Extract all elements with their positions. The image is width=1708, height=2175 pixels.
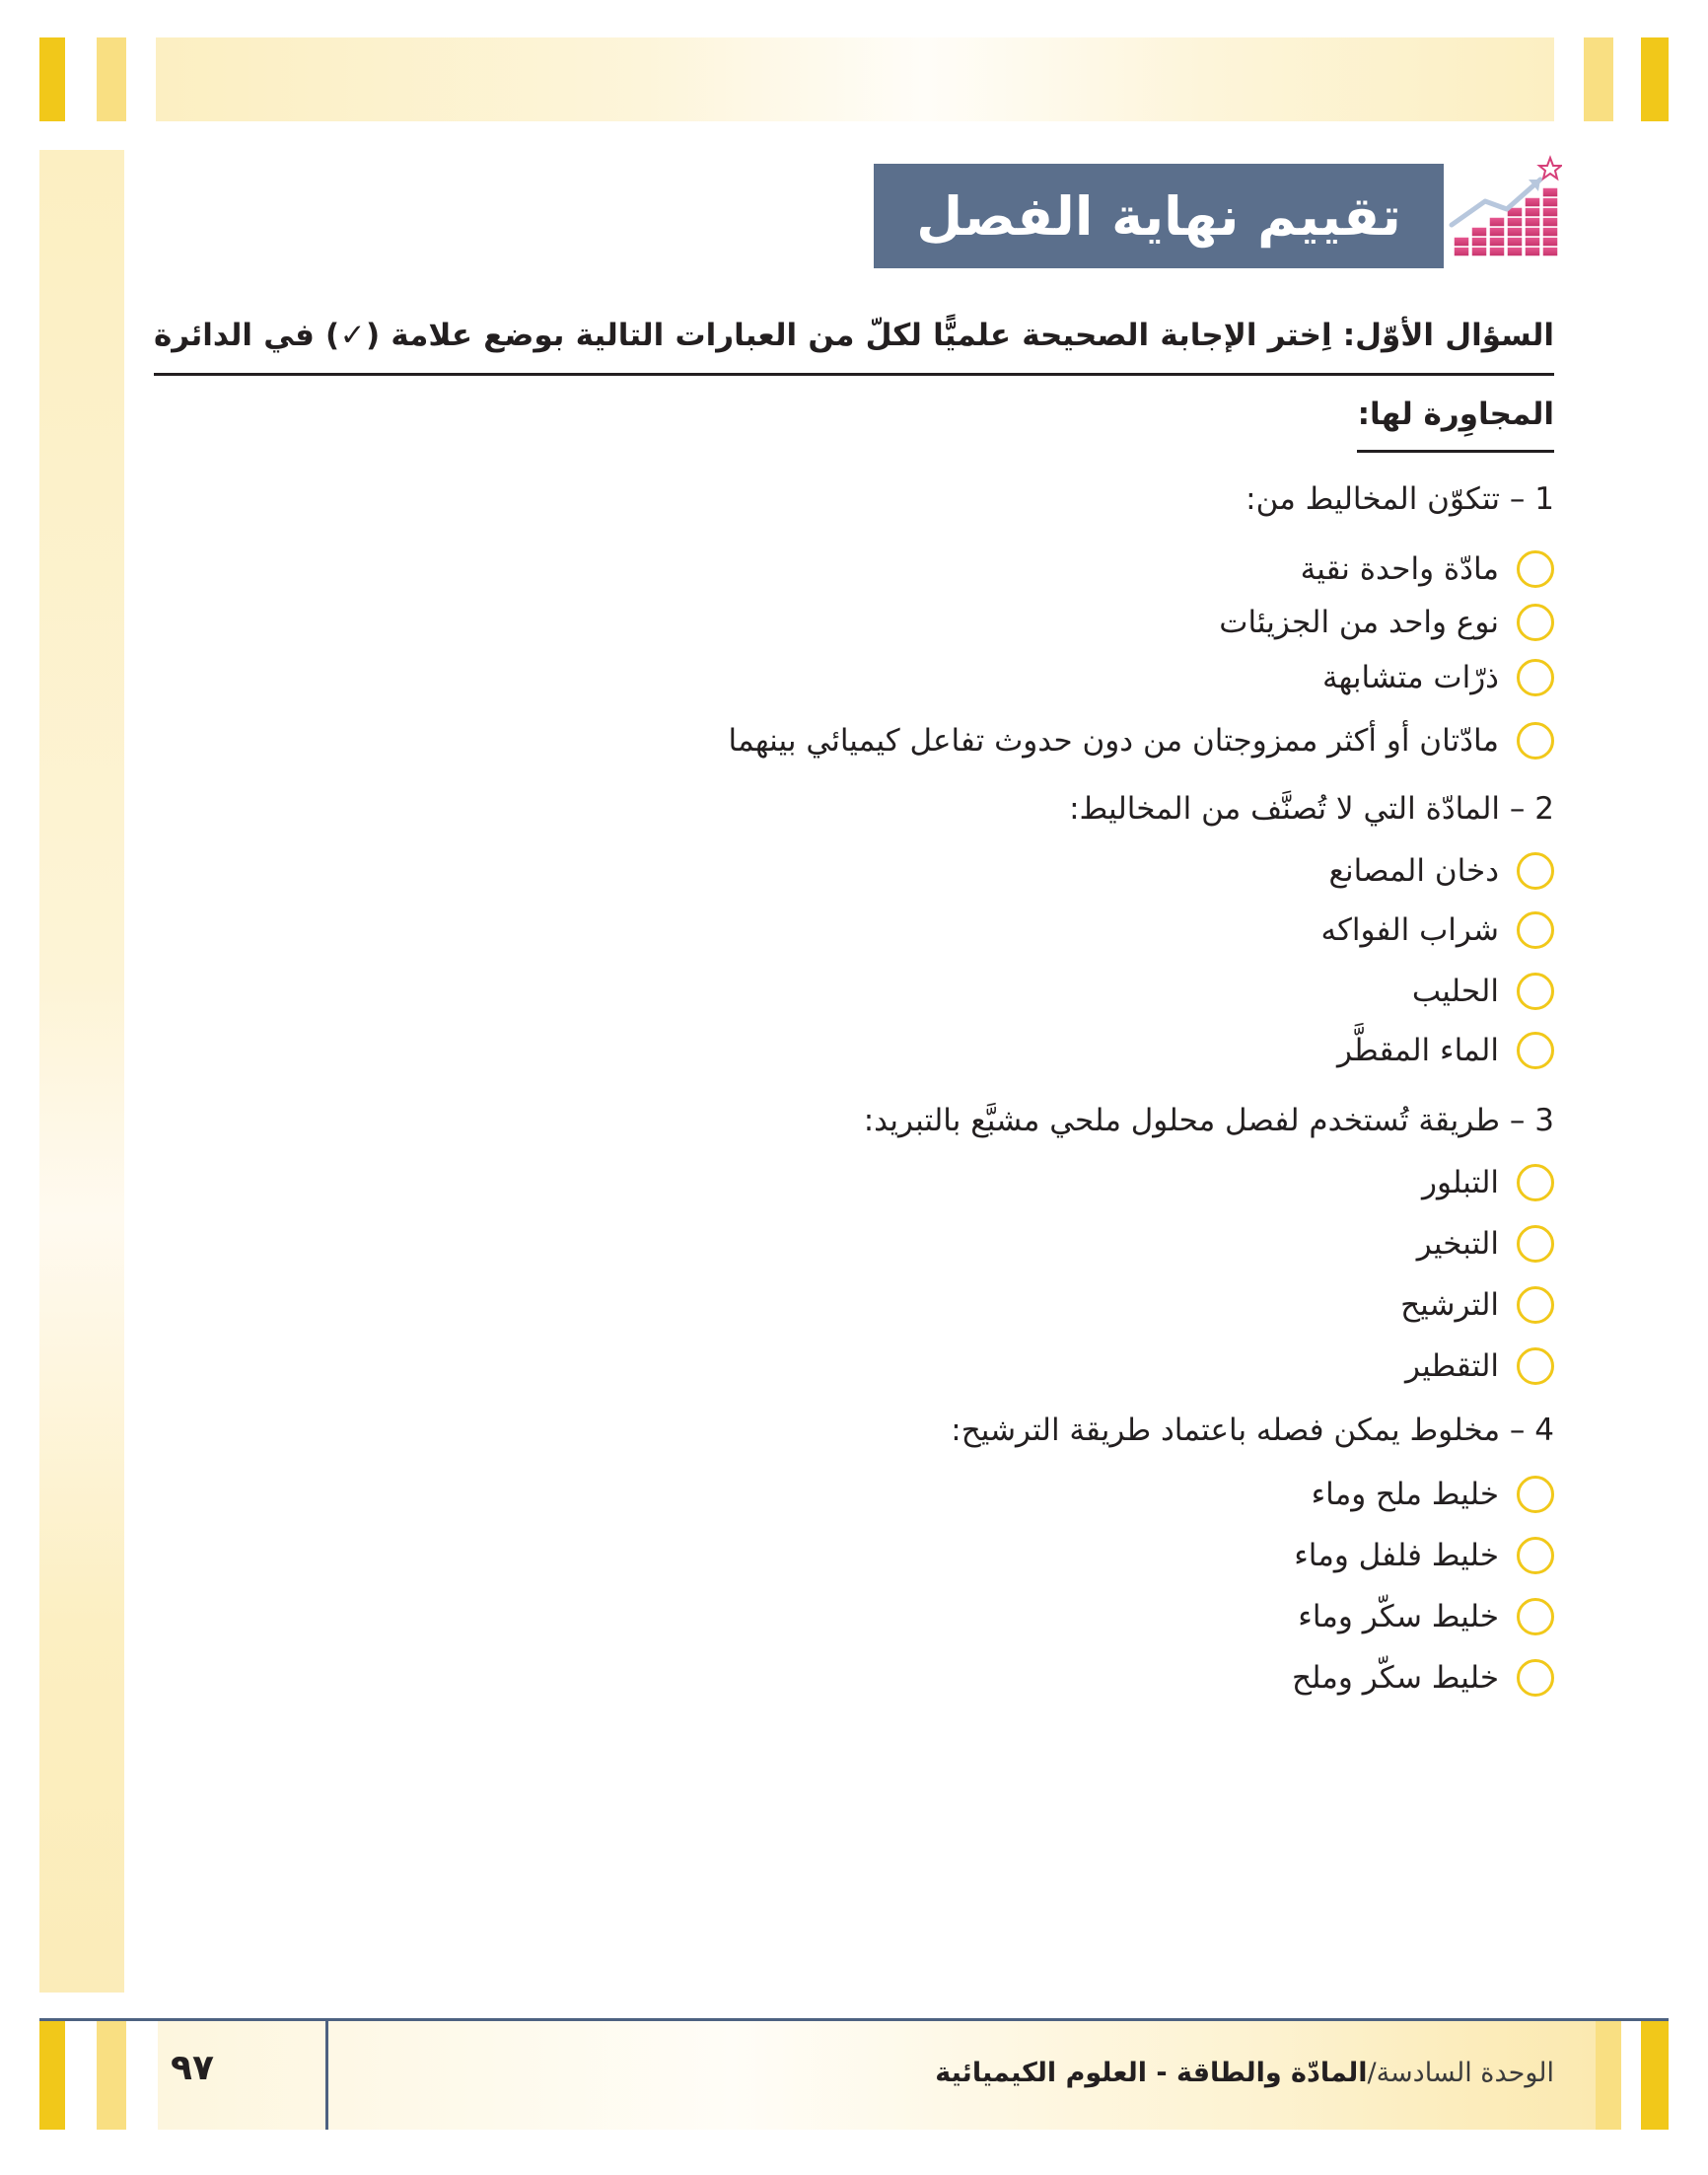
option-row[interactable] <box>1405 1343 1554 1389</box>
answer-circle[interactable] <box>1517 1476 1554 1513</box>
answer-circle[interactable] <box>1517 973 1554 1010</box>
underline-rule <box>1357 450 1554 453</box>
option-row[interactable] <box>1294 1533 1554 1578</box>
answer-circle[interactable] <box>1517 852 1554 890</box>
option-label: نوع واحد من الجزيئات <box>1219 605 1499 640</box>
answer-circle[interactable] <box>1517 550 1554 588</box>
option-row[interactable] <box>729 718 1554 763</box>
decor-bar-bottom-right <box>1641 2021 1669 2130</box>
option-label: التبلور <box>1421 1165 1499 1200</box>
answer-circle[interactable] <box>1517 1225 1554 1263</box>
answer-circle[interactable] <box>1517 722 1554 760</box>
option-label: خليط سكّر وماء <box>1298 1599 1499 1634</box>
option-row[interactable] <box>1321 907 1554 953</box>
decor-side-band <box>39 150 124 1993</box>
decor-bar-top-right <box>1641 37 1669 121</box>
underline-rule <box>154 373 1554 376</box>
decor-bar-top-left-soft <box>97 37 126 121</box>
decor-bar-top-left <box>39 37 65 121</box>
decor-bar-bottom-right-soft <box>1596 2021 1621 2130</box>
answer-circle[interactable] <box>1517 1598 1554 1635</box>
option-label: التقطير <box>1405 1348 1499 1384</box>
option-label: شراب الفواكه <box>1320 912 1499 948</box>
option-row[interactable] <box>1292 1655 1554 1701</box>
option-label: الماء المقطَّر <box>1336 1033 1499 1068</box>
option-label: الحليب <box>1411 974 1499 1009</box>
option-row[interactable] <box>1298 1594 1554 1639</box>
decor-bar-bottom-left-soft <box>97 2021 126 2130</box>
question-instruction-continued: المجاوِرة لها: <box>1357 397 1554 432</box>
option-row[interactable] <box>1337 1028 1554 1073</box>
question-instruction: السؤال الأوّل: اِختر الإجابة الصحيحة علميًّا لكلّ من العبارات التالية بوضع علامة (✓) في الدائرة <box>154 318 1554 353</box>
answer-circle[interactable] <box>1517 1659 1554 1697</box>
item-4-title: 4 – مخلوط يمكن فصله باعتماد طريقة الترشيح: <box>951 1413 1554 1448</box>
footer-unit-title <box>935 2058 1554 2088</box>
decor-top-band <box>156 37 1554 121</box>
item-1-title: 1 – تتكوّن المخاليط من: <box>1245 481 1554 517</box>
option-row[interactable] <box>1312 1472 1554 1517</box>
footer-unit-label: الوحدة السادسة/ <box>1367 2058 1554 2088</box>
answer-circle[interactable] <box>1517 1032 1554 1069</box>
decor-bar-bottom-left <box>39 2021 65 2130</box>
option-row[interactable] <box>1400 1282 1554 1328</box>
option-row[interactable] <box>1417 1221 1554 1267</box>
option-label: دخان المصانع <box>1328 853 1499 889</box>
page-number: ٩٧ <box>171 2048 214 2088</box>
option-row[interactable] <box>1422 1160 1554 1205</box>
answer-circle[interactable] <box>1517 604 1554 641</box>
answer-circle[interactable] <box>1517 1286 1554 1324</box>
option-label: خليط ملح وماء <box>1311 1477 1499 1512</box>
answer-circle[interactable] <box>1517 1164 1554 1201</box>
answer-circle[interactable] <box>1517 1537 1554 1574</box>
option-row[interactable] <box>1322 655 1554 700</box>
answer-circle[interactable] <box>1517 659 1554 696</box>
option-row[interactable] <box>1301 546 1554 592</box>
option-label: خليط فلفل وماء <box>1294 1538 1499 1573</box>
option-label: التبخير <box>1416 1226 1499 1262</box>
item-3-title: 3 – طريقة تُستخدم لفصل محلول ملحي مشبَّع بالتبريد: <box>863 1103 1554 1138</box>
option-label: الترشيح <box>1400 1287 1499 1323</box>
footer-unit-name: المادّة والطاقة - العلوم الكيميائية <box>935 2058 1368 2088</box>
option-label: مادّتان أو أكثر ممزوجتان من دون حدوث تفاعل كيميائي بينهما <box>728 723 1499 759</box>
option-row[interactable] <box>1329 848 1554 894</box>
item-2-title: 2 – المادّة التي لا تُصنَّف من المخاليط: <box>1069 791 1554 827</box>
chapter-title-text: تقييم نهاية الفصل <box>916 184 1401 248</box>
option-row[interactable] <box>1219 600 1554 645</box>
chapter-title <box>874 164 1444 268</box>
option-label: ذرّات متشابهة <box>1321 660 1499 695</box>
option-row[interactable] <box>1412 969 1554 1014</box>
option-label: خليط سكّر وملح <box>1292 1660 1499 1696</box>
option-label: مادّة واحدة نقية <box>1300 551 1499 587</box>
answer-circle[interactable] <box>1517 911 1554 949</box>
footer-divider <box>325 2021 328 2130</box>
answer-circle[interactable] <box>1517 1347 1554 1385</box>
decor-bar-top-right-soft <box>1584 37 1613 121</box>
bar-chart-growth-icon <box>1446 154 1562 270</box>
